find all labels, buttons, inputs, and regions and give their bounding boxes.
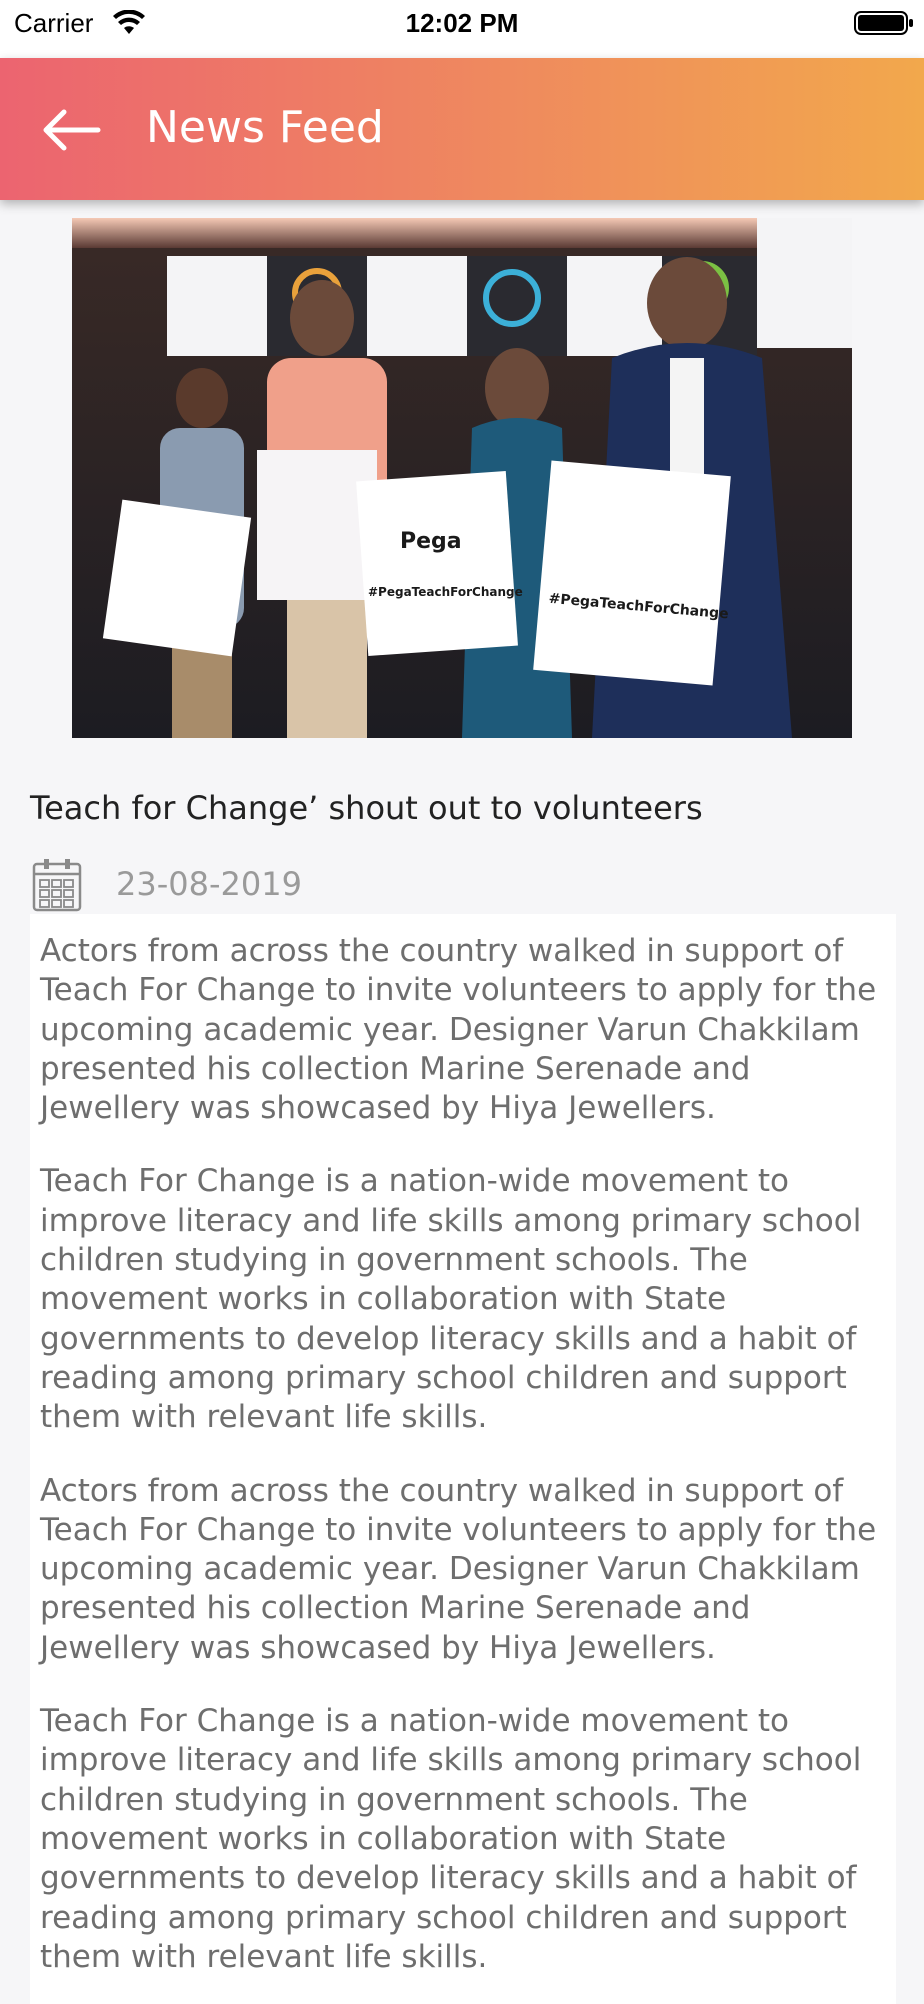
article-body bbox=[30, 914, 896, 2004]
article-title: Teach for Change’ shout out to volunteers bbox=[30, 789, 703, 827]
article-paragraph: Actors from across the country walked in support of Teach For Change to invite volunteers to apply for the upcoming academic year. Designer Varun Chakkilam presented his collection Marine Serenade and Jewellery was showcased by Hiya Jewellers. bbox=[40, 933, 877, 1127]
status-bar bbox=[0, 0, 924, 58]
back-arrow-icon[interactable] bbox=[36, 100, 108, 160]
article-paragraph: Teach For Change is a nation-wide movement to improve literacy and life skills among primary school children studying in government schools. The movement works in collaboration with State governments to develop literacy skills and a habit of reading among primary school children and support them with relevant life skills. bbox=[40, 1703, 862, 1975]
nav-bar bbox=[0, 58, 924, 200]
sign-hashtag-right: #PegaTeachForChange bbox=[547, 590, 730, 623]
event-photo bbox=[72, 218, 852, 738]
news-hero-image bbox=[72, 218, 852, 738]
calendar-icon bbox=[32, 858, 82, 912]
status-time: 12:02 PM bbox=[405, 8, 519, 38]
article-date: 23-08-2019 bbox=[116, 865, 302, 903]
article-date-row bbox=[30, 856, 900, 916]
carrier-label: Carrier bbox=[14, 8, 94, 38]
sign-pega-text: Pega bbox=[400, 529, 462, 554]
battery-icon bbox=[854, 10, 914, 36]
article-paragraph: Actors from across the country walked in support of Teach For Change to invite volunteers to apply for the upcoming academic year. Designer Varun Chakkilam presented his collection Marine Serenade and Jewellery was showcased by Hiya Jewellers. bbox=[40, 1472, 877, 1666]
page-title: News Feed bbox=[146, 102, 384, 153]
sign-hashtag-left: #PegaTeachForChange bbox=[368, 585, 523, 599]
article-paragraph: Teach For Change is a nation-wide movement to improve literacy and life skills among primary school children studying in government schools. The movement works in collaboration with State governments to develop literacy skills and a habit of reading among primary school children and support them with relevant life skills. bbox=[40, 1163, 862, 1436]
